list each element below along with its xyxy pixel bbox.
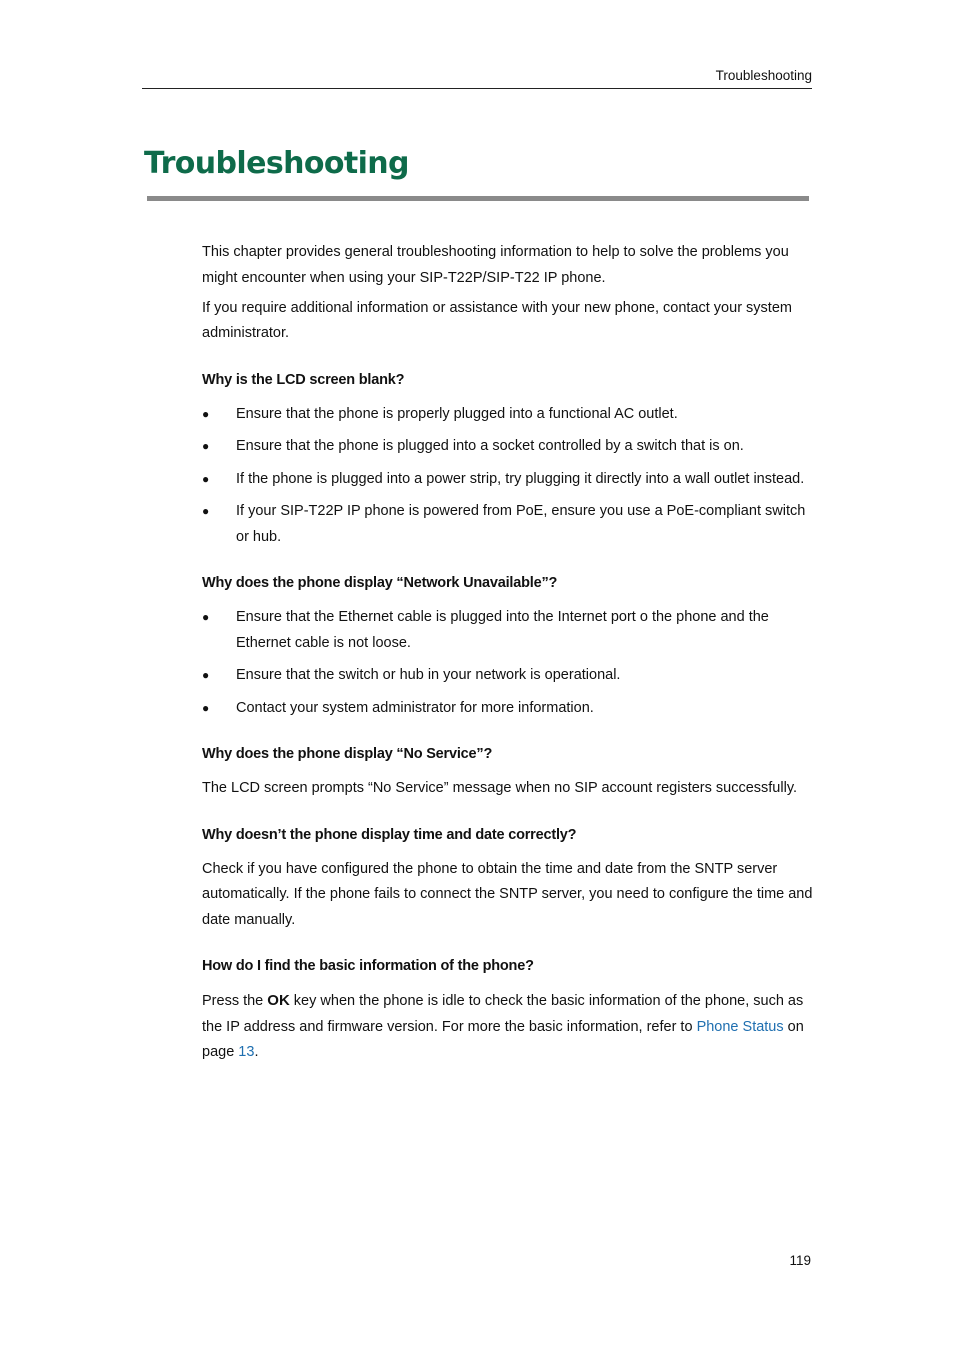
chapter-title: Troubleshooting: [144, 146, 409, 181]
bullet-icon: ●: [202, 700, 210, 715]
list-item-text: Ensure that the phone is properly plugged into a functional AC outlet.: [236, 405, 678, 422]
title-rule: [147, 196, 809, 201]
running-header: [142, 66, 812, 89]
bullet-list-lcd: [202, 402, 814, 551]
body-text: key when the phone is idle to check the basic information of the phone, such as the IP address and firmware version. For more the basic information, refer to: [202, 993, 804, 1035]
list-item-text: If the phone is plugged into a power strip, try plugging it directly into a wall outlet instead.: [236, 470, 805, 487]
ok-key-label: OK: [267, 992, 290, 1009]
list-item: [202, 402, 814, 428]
bullet-icon: ●: [202, 406, 210, 421]
bullet-icon: ●: [202, 668, 210, 682]
running-header-title: Troubleshooting: [715, 68, 812, 83]
bullet-icon: ●: [202, 504, 210, 518]
bullet-list-network: [202, 605, 814, 721]
page-reference-link[interactable]: 13: [238, 1044, 255, 1060]
list-item: [202, 499, 814, 550]
section-heading-lcd: Why is the LCD screen blank?: [202, 371, 405, 388]
bullet-icon: ●: [202, 439, 210, 453]
list-item: [202, 696, 814, 722]
list-item-text: Contact your system administrator for more information.: [236, 699, 594, 716]
list-item-text: Ensure that the Ethernet cable is plugged into the Internet port o the phone and the Ethernet cable is not loose.: [236, 609, 769, 651]
phone-status-link[interactable]: Phone Status: [696, 1018, 784, 1035]
body-text: on page: [202, 1018, 804, 1060]
list-item: [202, 663, 814, 689]
list-item: [202, 605, 814, 656]
page-number: 119: [789, 1253, 811, 1268]
section-body-time-date: Check if you have configured the phone to obtain the time and date from the SNTP server automatically. If the phone fails to connect the SNTP server, you need to configure the time and date manually.: [202, 860, 813, 928]
body-text: .: [254, 1044, 259, 1060]
list-item: [202, 434, 814, 460]
bullet-icon: ●: [202, 610, 210, 624]
section-heading-network: Why does the phone display “Network Unavailable”?: [202, 575, 558, 591]
intro-paragraph: If you require additional information or assistance with your new phone, contact your system administrator.: [202, 299, 792, 341]
section-body-basic-info: [202, 988, 814, 1066]
bullet-icon: ●: [202, 471, 210, 486]
section-heading-basic-info: How do I find the basic information of the phone?: [202, 958, 534, 974]
section-heading-time-date: Why doesn’t the phone display time and date correctly?: [202, 826, 577, 843]
list-item-text: Ensure that the phone is plugged into a socket controlled by a switch that is on.: [236, 438, 744, 454]
intro-paragraph: This chapter provides general troubleshooting information to help to solve the problems you might encounter when using your SIP-T22P/SIP-T22 IP phone.: [202, 244, 789, 286]
section-heading-no-service: Why does the phone display “No Service”?: [202, 746, 493, 762]
chapter-content: [202, 240, 814, 1070]
list-item-text: Ensure that the switch or hub in your network is operational.: [236, 667, 621, 683]
list-item: [202, 467, 814, 493]
body-text: Press the: [202, 993, 268, 1009]
section-body-no-service: The LCD screen prompts “No Service” message when no SIP account registers successfully.: [202, 780, 798, 796]
list-item-text: If your SIP-T22P IP phone is powered from PoE, ensure you use a PoE-compliant switch or hub.: [236, 503, 806, 545]
